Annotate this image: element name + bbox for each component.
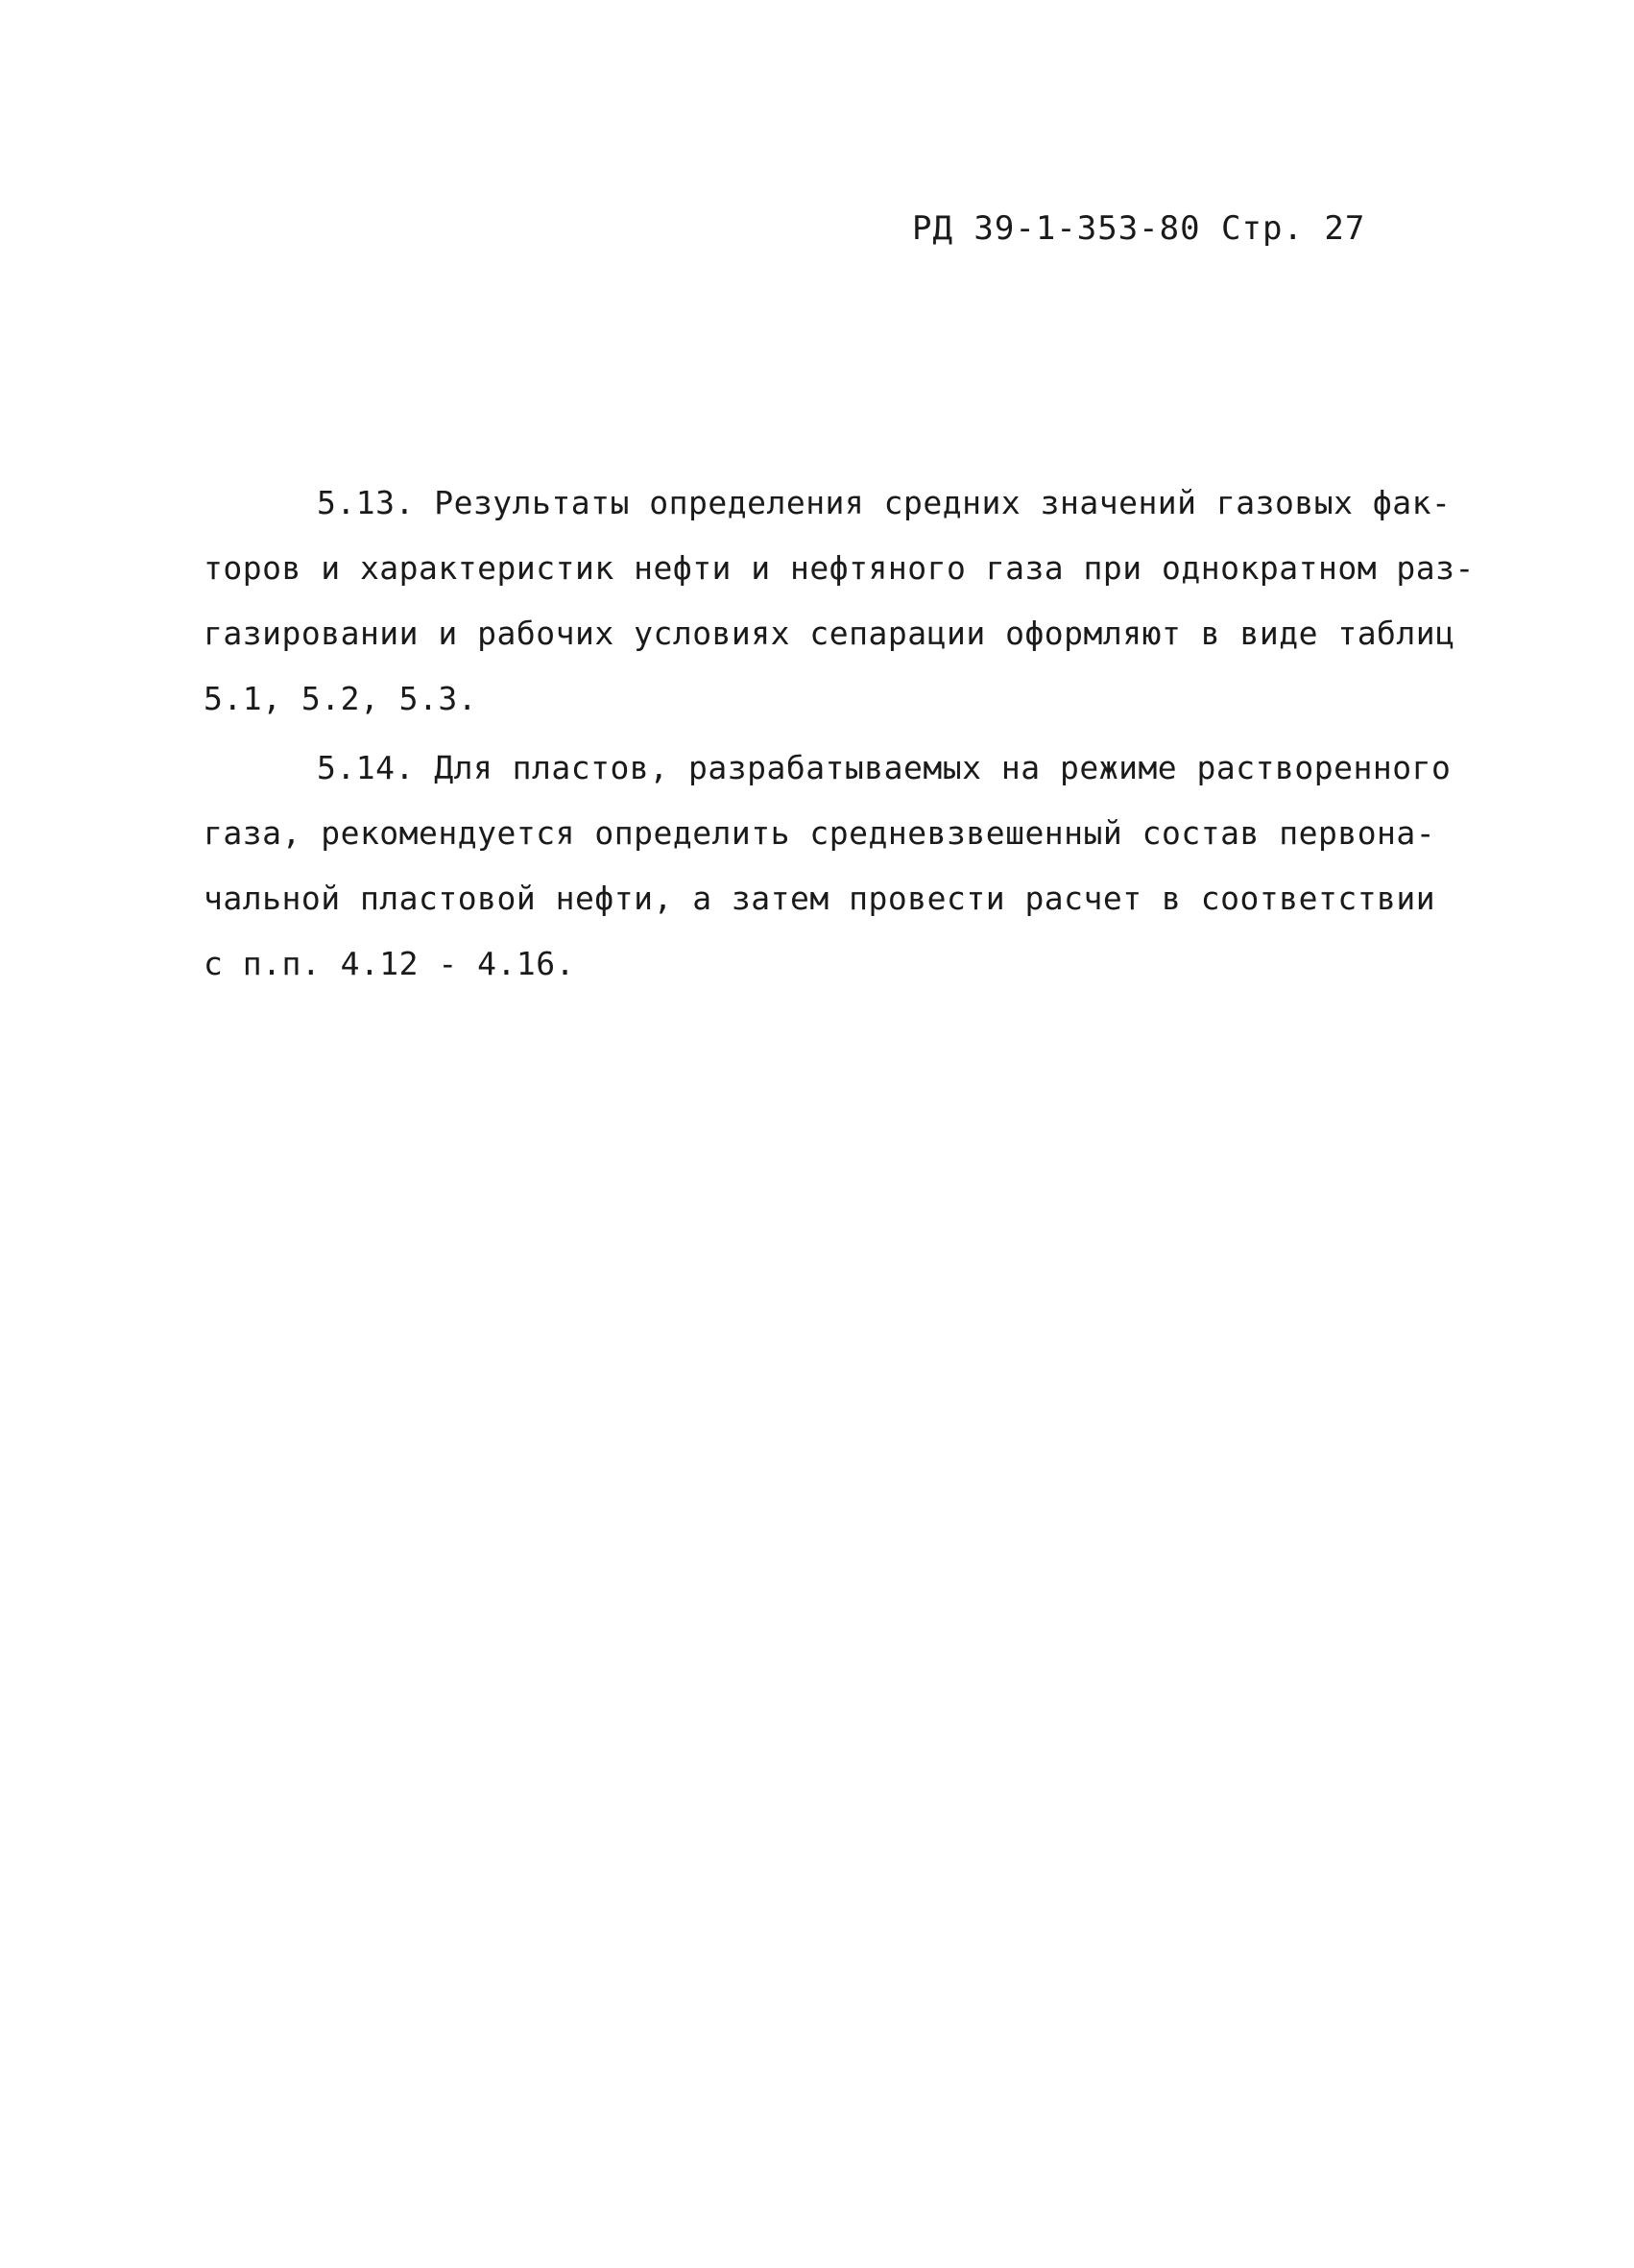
paragraph-line: 5.1, 5.2, 5.3.	[204, 680, 478, 717]
paragraph-line: газа, рекомендуется определить средневзвешенный состав первона-	[204, 814, 1436, 852]
paragraph-line: 5.14. Для пластов, разрабатываемых на режиме растворенного	[317, 749, 1452, 786]
paragraph-line: газировании и рабочих условиях сепарации оформляют в виде таблиц	[204, 615, 1455, 652]
paragraph-5-14	[204, 736, 1452, 997]
paragraph-line: чальной пластовой нефти, а затем провести расчет в соответствии	[204, 880, 1436, 917]
page-header: РД 39-1-353-80 Стр. 27	[912, 209, 1366, 248]
paragraph-line: 5.13. Результаты определения средних значений газовых фак-	[317, 484, 1452, 521]
paragraph-line: с п.п. 4.12 - 4.16.	[204, 945, 575, 982]
paragraph-5-13	[204, 470, 1475, 732]
document-body	[204, 470, 1475, 997]
paragraph-line: торов и характеристик нефти и нефтяного газа при однократном раз-	[204, 549, 1475, 587]
